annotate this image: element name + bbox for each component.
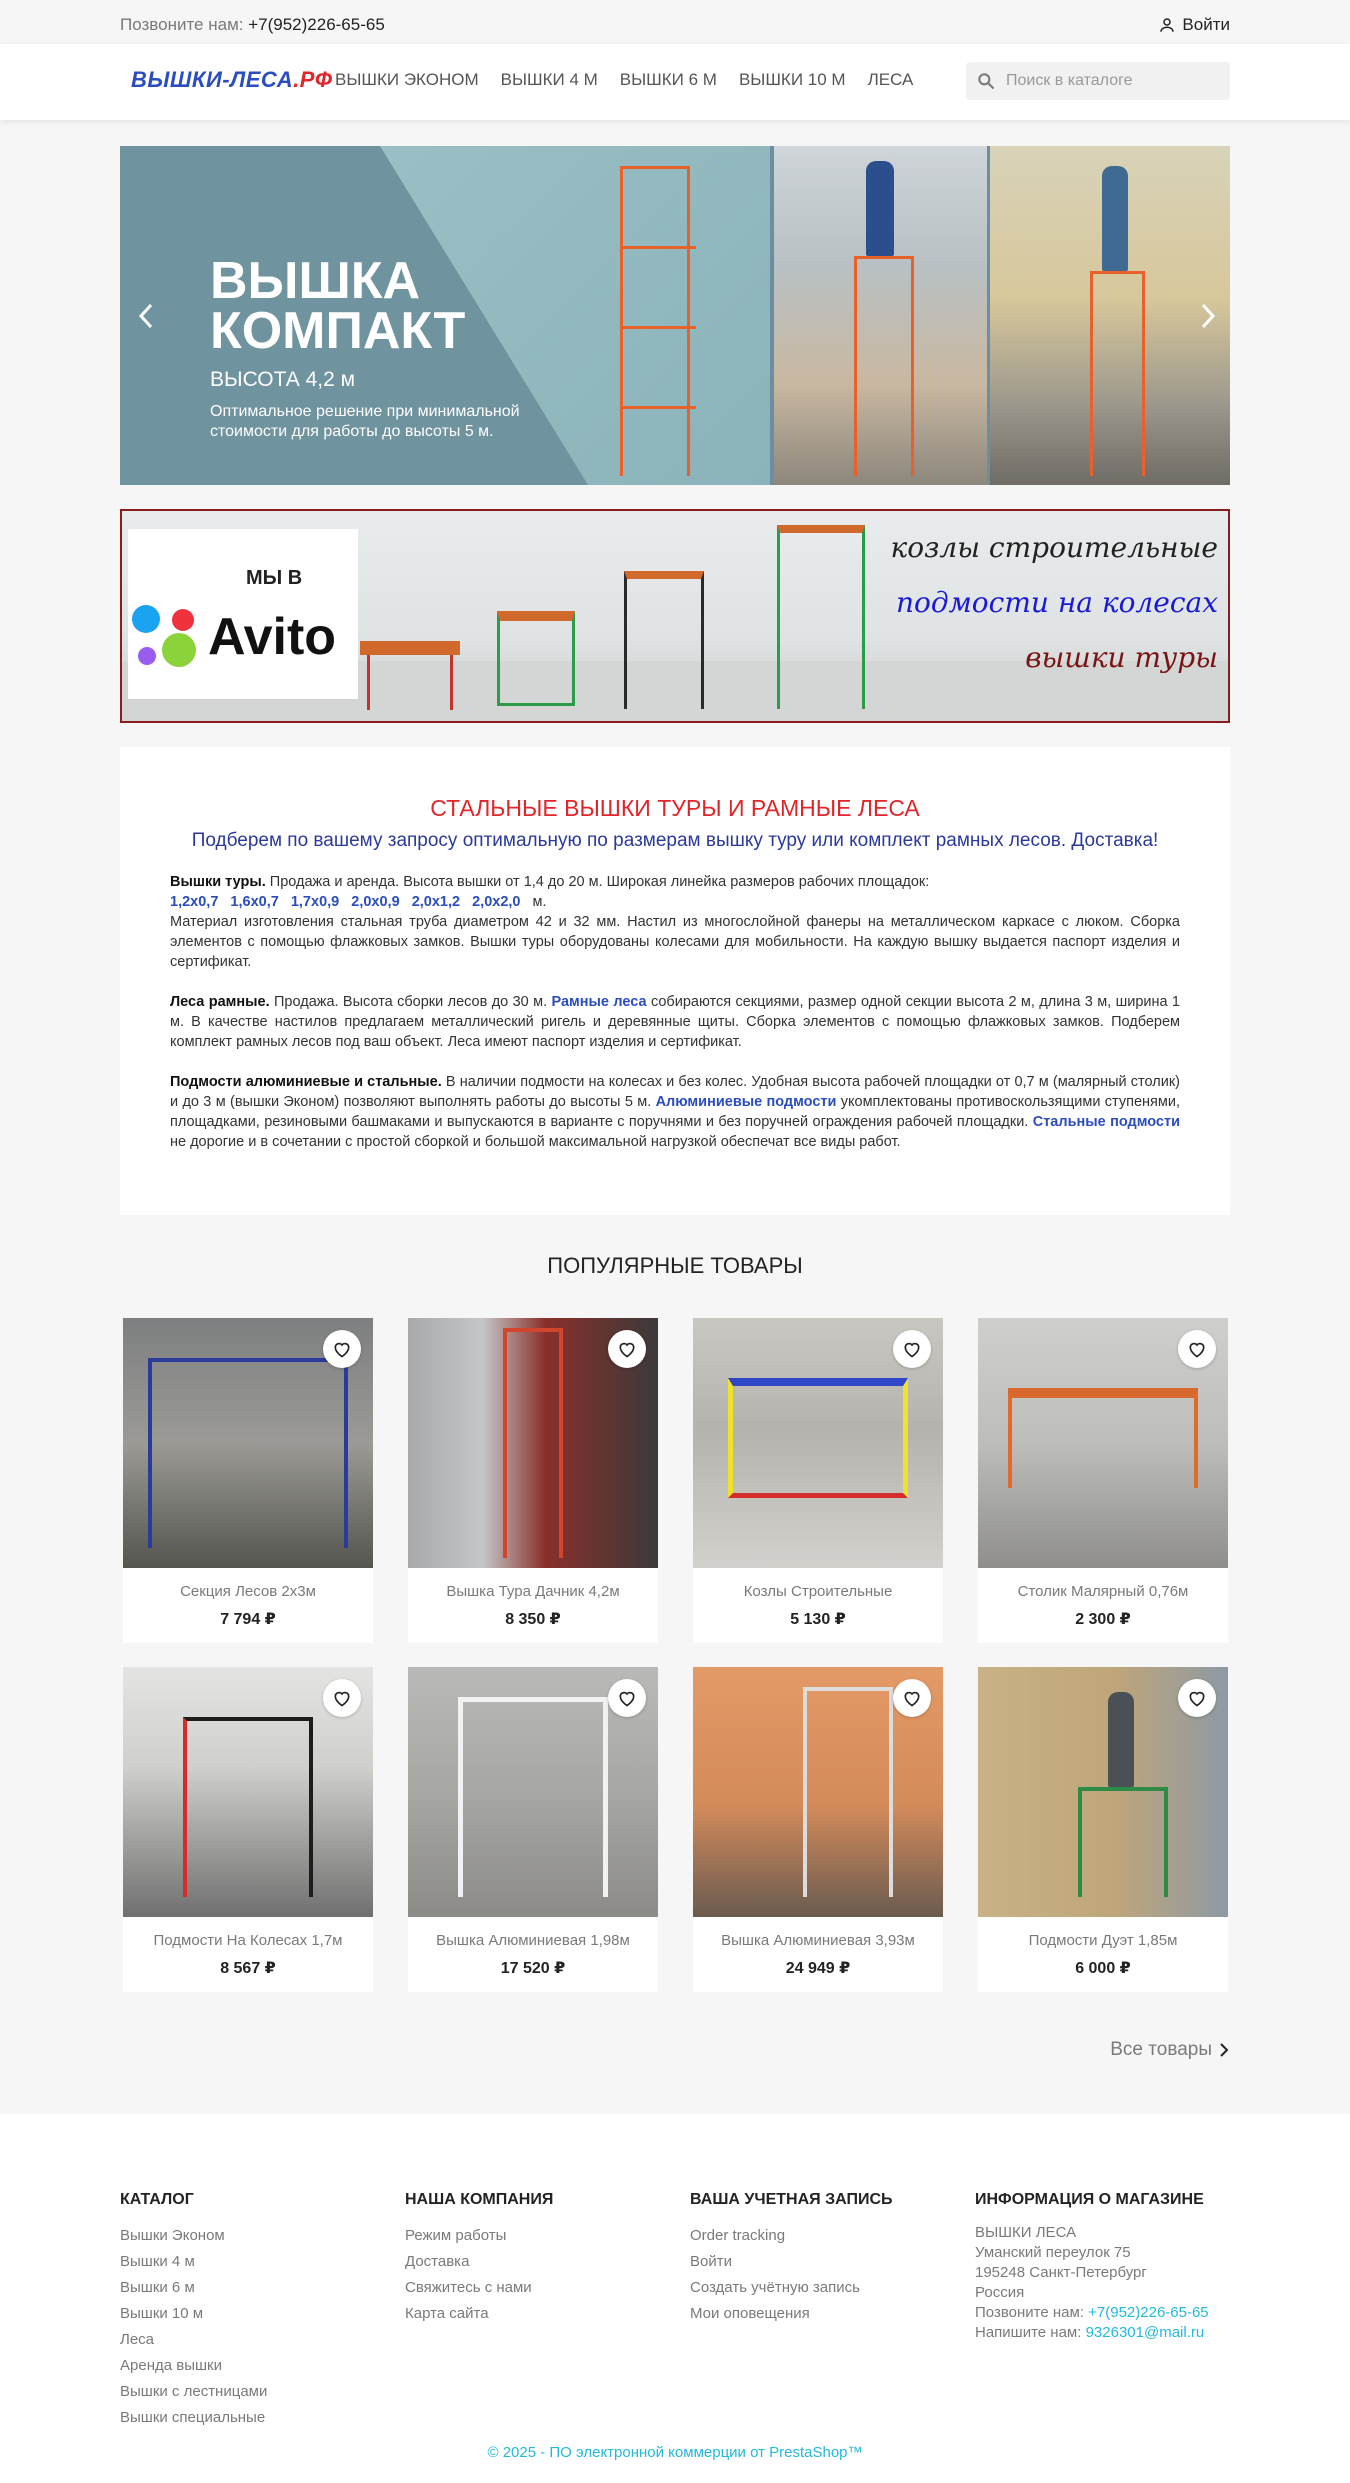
slide-title: ВЫШКА КОМПАКТ <box>210 252 466 360</box>
slider-prev-arrow[interactable] <box>136 301 156 337</box>
product-name[interactable]: Вышка Алюминиевая 1,98м <box>436 1932 630 1949</box>
about-title: СТАЛЬНЫЕ ВЫШКИ ТУРЫ И РАМНЫЕ ЛЕСА <box>430 795 920 821</box>
contact-phone <box>120 15 385 35</box>
size-link[interactable]: 2,0х0,9 <box>351 894 400 910</box>
product-name[interactable]: Вышка Алюминиевая 3,93м <box>721 1932 915 1949</box>
avito-dot-purple <box>138 647 156 665</box>
wishlist-button[interactable] <box>893 1679 931 1717</box>
product-name[interactable]: Вышка Тура Дачник 4,2м <box>446 1583 620 1600</box>
scaffold-illustration <box>458 1697 608 1897</box>
sizes-suffix: м. <box>532 894 547 910</box>
footer-catalog-title: КАТАЛОГ <box>120 2191 194 2208</box>
store-name: ВЫШКИ ЛЕСА <box>975 2224 1077 2241</box>
product-price: 8 567 ₽ <box>220 1960 276 1977</box>
platforms-text-a: В наличии подмости на колесах и без колес. Удобная высота рабочей площадки от 0,7 м (малярный столик) и до 3 м (вышки Эконом) позволяют выполнять работы до высоты 5 м. <box>170 1074 1180 1110</box>
scaffold-rung <box>620 326 696 329</box>
heart-icon <box>332 1688 352 1708</box>
footer-link[interactable]: Мои оповещения <box>690 2305 810 2322</box>
scaffold-illustration <box>148 1358 348 1548</box>
store-city: 195248 Санкт-Петербург <box>975 2264 1147 2281</box>
site-logo[interactable] <box>131 67 333 93</box>
heart-icon <box>617 1339 637 1359</box>
product-card[interactable] <box>123 1318 373 1643</box>
product-card[interactable] <box>693 1667 943 1992</box>
nav-item-6m[interactable]: ВЫШКИ 6 М <box>619 70 717 89</box>
avito-sign-prefix: МЫ В <box>246 567 303 589</box>
product-name[interactable]: Столик Малярный 0,76м <box>1017 1583 1189 1600</box>
footer-link[interactable]: Вышки Эконом <box>120 2227 225 2244</box>
scaffold-rung <box>620 246 696 249</box>
heart-icon <box>902 1339 922 1359</box>
heart-icon <box>332 1339 352 1359</box>
slide-description: Оптимальное решение при минимальной стоимости для работы до высоты 5 м. <box>210 403 520 440</box>
avito-line-trestles: козлы строительные <box>890 531 1218 564</box>
about-towers-paragraph <box>170 872 1180 972</box>
frame-scaffold-link[interactable]: Рамные леса <box>551 994 647 1010</box>
about-frames-paragraph <box>170 992 1180 1052</box>
product-card[interactable] <box>978 1667 1228 1992</box>
product-card[interactable] <box>978 1318 1228 1643</box>
store-phone-link[interactable]: +7(952)226-65-65 <box>1088 2304 1209 2321</box>
chevron-left-icon <box>136 301 156 331</box>
size-link[interactable]: 2,0х1,2 <box>411 894 461 910</box>
footer-link[interactable]: Вышки 6 м <box>120 2279 195 2296</box>
scaffold-illustration <box>183 1717 313 1897</box>
scaffold-rung <box>620 406 696 409</box>
steel-platforms-link[interactable]: Стальные подмости <box>1032 1114 1181 1130</box>
user-icon <box>1158 16 1176 34</box>
footer-link[interactable]: Войти <box>690 2253 732 2270</box>
frames-text-b: собираются секциями, размер одной секции высота 2 м, длина 3 м, ширина 1 м. В качестве настилов предлагаем металлический ригель и деревянные щиты. Сборка элементов с помощью флажковых замков. Подберем комплект рамных лесов под ваш объект. Леса имеют паспорт изделия и сертификат. <box>170 994 1180 1050</box>
scaffold-illustration <box>777 525 865 709</box>
chevron-right-icon <box>1198 301 1218 331</box>
scaffold-illustration <box>624 571 704 709</box>
product-card[interactable] <box>408 1318 658 1643</box>
logo-text-main: ВЫШКИ-ЛЕСА <box>131 67 294 92</box>
hero-slider <box>120 146 1230 485</box>
wishlist-button[interactable] <box>608 1679 646 1717</box>
avito-dot-red <box>172 609 194 631</box>
all-products-label: Все товары <box>1110 2039 1212 2060</box>
towers-text-2: Материал изготовления стальная труба диаметром 42 и 32 мм. Настил из многослойной фанеры на металлическом каркасе с люком. Сборка элементов с помощью флажковых замков. Вышки туры оборудованы колесами для мобильности. На каждую вышку выдается паспорт изделия и сертификат. <box>170 914 1180 970</box>
size-link[interactable]: 1,7х0,9 <box>290 894 340 910</box>
wishlist-button[interactable] <box>1178 1330 1216 1368</box>
product-name[interactable]: Подмости На Колесах 1,7м <box>153 1932 343 1949</box>
trestle-illustration <box>360 641 460 655</box>
nav-item-lesa[interactable]: ЛЕСА <box>867 70 914 89</box>
aluminium-platforms-link[interactable]: Алюминиевые подмости <box>655 1094 837 1110</box>
avito-line-towers: вышки туры <box>1025 641 1218 674</box>
towers-text: Продажа и аренда. Высота вышки от 1,4 до 20 м. Широкая линейка размеров рабочих площадок: <box>265 874 930 890</box>
store-street: Уманский переулок 75 <box>975 2244 1131 2261</box>
copyright[interactable]: © 2025 - ПО электронной коммерции от PrestaShop™ <box>487 2444 863 2461</box>
table-illustration <box>1008 1388 1198 1488</box>
avito-dot-green <box>162 633 196 667</box>
store-phone-label: Позвоните нам: <box>975 2304 1084 2321</box>
about-subtitle: Подберем по вашему запросу оптимальную по размерам вышку туру или комплект рамных лесов. Доставка! <box>191 830 1159 851</box>
footer-account-title: ВАША УЧЕТНАЯ ЗАПИСЬ <box>690 2191 893 2208</box>
about-block <box>120 747 1230 1215</box>
nav-item-econom[interactable]: ВЫШКИ ЭКОНОМ <box>335 70 479 89</box>
slide-photo-facade <box>990 146 1230 485</box>
login-label: Войти <box>1182 15 1230 34</box>
footer-account <box>690 2191 893 2327</box>
scaffold-illustration <box>620 166 690 476</box>
frames-heading: Леса рамные. <box>170 994 270 1010</box>
footer-link[interactable]: Вышки 10 м <box>120 2305 204 2322</box>
wishlist-button[interactable] <box>323 1330 361 1368</box>
login-link[interactable] <box>1158 15 1230 35</box>
product-price: 2 300 ₽ <box>1075 1611 1131 1628</box>
size-list <box>170 894 533 910</box>
towers-heading: Вышки туры. <box>170 874 266 890</box>
footer <box>0 2114 1350 2483</box>
footer-company-title: НАША КОМПАНИЯ <box>405 2191 554 2208</box>
size-link[interactable]: 2,0х2,0 <box>472 894 521 910</box>
slide-photo-balcony <box>774 146 987 485</box>
wishlist-button[interactable] <box>323 1679 361 1717</box>
product-card[interactable] <box>408 1667 658 1992</box>
footer-catalog <box>120 2191 267 2431</box>
nav-item-4m[interactable]: ВЫШКИ 4 М <box>500 70 598 89</box>
heart-icon <box>902 1688 922 1708</box>
heart-icon <box>1187 1339 1207 1359</box>
product-price: 17 520 ₽ <box>500 1960 566 1977</box>
store-email <box>975 2323 1209 2343</box>
search-icon[interactable] <box>976 71 996 91</box>
size-link[interactable]: 1,6х0,7 <box>230 894 279 910</box>
product-name[interactable]: Козлы Строительные <box>743 1583 893 1600</box>
scaffold-illustration <box>1090 271 1145 476</box>
wishlist-button[interactable] <box>1178 1679 1216 1717</box>
product-card[interactable] <box>123 1667 373 1992</box>
logo-text-domain: .РФ <box>293 67 333 92</box>
slider-next-arrow[interactable] <box>1198 301 1218 337</box>
avito-banner[interactable] <box>120 509 1230 723</box>
store-phone <box>975 2303 1209 2323</box>
store-email-link[interactable]: 9326301@mail.ru <box>1085 2324 1205 2341</box>
store-country: Россия <box>975 2284 1025 2301</box>
worker-figure <box>1108 1692 1134 1787</box>
product-card[interactable] <box>693 1318 943 1643</box>
product-price: 5 130 ₽ <box>790 1611 846 1628</box>
avito-sign <box>128 529 358 699</box>
heart-icon <box>1187 1688 1207 1708</box>
nav-item-10m[interactable]: ВЫШКИ 10 М <box>738 70 846 89</box>
product-name[interactable]: Подмости Дуэт 1,85м <box>1028 1932 1178 1949</box>
slide-caption <box>210 252 550 442</box>
wishlist-button[interactable] <box>608 1330 646 1368</box>
footer-link[interactable]: Вышки с лестницами <box>120 2383 268 2400</box>
scaffold-illustration <box>1078 1787 1168 1897</box>
trestle-illustration <box>367 655 453 710</box>
scaffold-illustration <box>854 256 914 476</box>
main-nav <box>335 70 913 90</box>
footer-link[interactable]: Доставка <box>405 2253 470 2270</box>
footer-store-info <box>975 2191 1209 2343</box>
worker-figure <box>866 161 894 256</box>
wishlist-button[interactable] <box>893 1330 931 1368</box>
frames-text-a: Продажа. Высота сборки лесов до 30 м. <box>269 994 552 1010</box>
top-bar <box>0 0 1350 50</box>
slide-subtitle: ВЫСОТА 4,2 м <box>210 368 356 391</box>
footer-link[interactable]: Карта сайта <box>405 2305 489 2322</box>
footer-link[interactable]: Order tracking <box>690 2227 786 2244</box>
footer-link[interactable]: Вышки специальные <box>120 2409 266 2426</box>
footer-link[interactable]: Аренда вышки <box>120 2357 222 2374</box>
product-price: 24 949 ₽ <box>785 1960 851 1977</box>
heart-icon <box>617 1688 637 1708</box>
avito-brand: Avito <box>208 608 337 666</box>
footer-link[interactable]: Свяжитесь с нами <box>405 2279 532 2296</box>
scaffold-illustration <box>803 1687 893 1897</box>
footer-company <box>405 2191 553 2327</box>
footer-link[interactable]: Режим работы <box>405 2227 507 2244</box>
worker-figure <box>1102 166 1128 271</box>
avito-line-platforms: подмости на колесах <box>895 586 1218 619</box>
platforms-text-b: укомплектованы противоскользящими ступенями, площадками, резиновыми башмаками и выпускаются в варианте с поручнями и без поручней ограждения рабочей площадки. <box>170 1094 1180 1130</box>
product-price: 8 350 ₽ <box>505 1611 561 1628</box>
search-box <box>966 62 1230 100</box>
phone-prefix: Позвоните нам: <box>120 15 244 34</box>
platforms-heading: Подмости алюминиевые и стальные. <box>170 1074 442 1090</box>
phone-number[interactable]: +7(952)226-65-65 <box>248 15 385 34</box>
all-products-link[interactable] <box>1110 2039 1230 2061</box>
about-platforms-paragraph <box>170 1072 1180 1152</box>
store-email-label: Напишите нам: <box>975 2324 1082 2341</box>
footer-info-title: ИНФОРМАЦИЯ О МАГАЗИНЕ <box>975 2191 1204 2208</box>
popular-products-title: ПОПУЛЯРНЫЕ ТОВАРЫ <box>547 1253 803 1278</box>
avito-dot-blue <box>132 605 160 633</box>
footer-link[interactable]: Создать учётную запись <box>690 2279 860 2296</box>
size-link[interactable]: 1,2х0,7 <box>170 894 219 910</box>
product-price: 7 794 ₽ <box>220 1611 276 1628</box>
header <box>0 44 1350 120</box>
store-info <box>975 2223 1209 2343</box>
trestle-illustration <box>728 1378 908 1498</box>
footer-link[interactable]: Леса <box>120 2331 155 2348</box>
chevron-right-icon <box>1218 2042 1230 2058</box>
platform-illustration <box>497 611 575 706</box>
search-input[interactable] <box>1006 72 1206 90</box>
platforms-text-c: не дорогие и в сочетании с простой сборкой и большой максимальной нагрузкой обеспечат все виды работ. <box>170 1134 901 1150</box>
product-name[interactable]: Секция Лесов 2х3м <box>180 1583 316 1600</box>
product-price: 6 000 ₽ <box>1075 1960 1131 1977</box>
footer-link[interactable]: Вышки 4 м <box>120 2253 195 2270</box>
scaffold-illustration <box>503 1328 563 1558</box>
